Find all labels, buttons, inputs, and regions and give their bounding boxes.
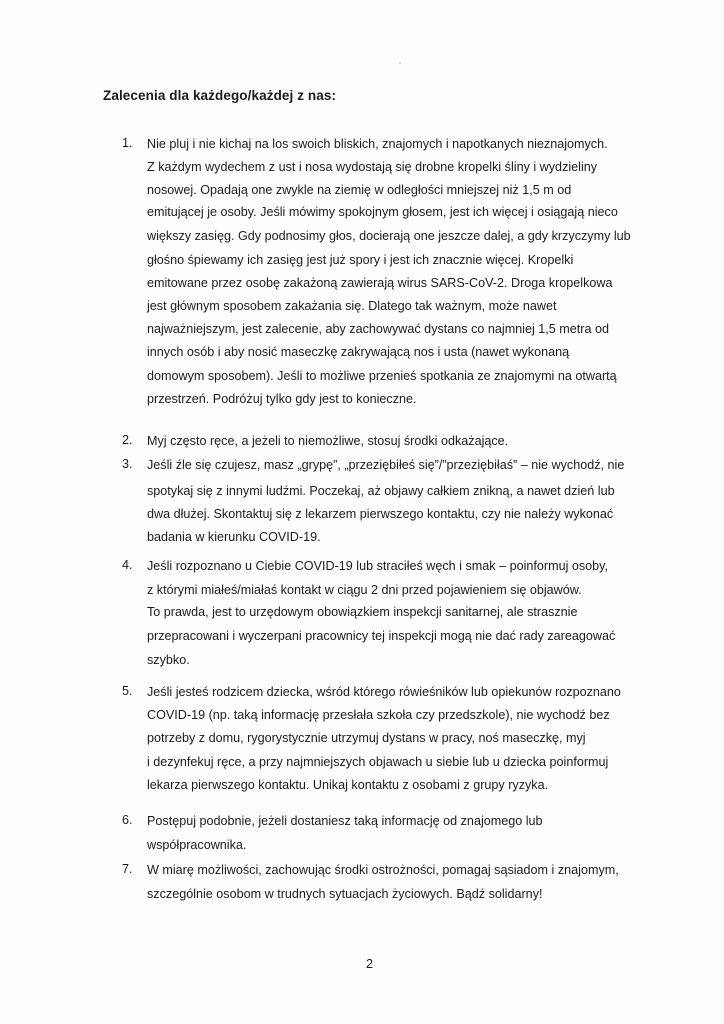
list-item-text-line: nosowej. Opadają one zwykle na ziemię w odległości mniejszej niż 1,5 m od xyxy=(147,183,572,197)
list-item-number: 5. xyxy=(122,684,133,698)
list-item-number: 3. xyxy=(122,457,133,471)
list-item-text-line: szybko. xyxy=(147,653,190,667)
list-item-text-line: innych osób i aby nosić maseczkę zakrywającą nos i usta (nawet wykonaną xyxy=(147,345,570,359)
scan-speck xyxy=(399,62,401,64)
list-item-text-line: przepracowani i wyczerpani pracownicy tej inspekcji mogą nie dać rady zareagować xyxy=(147,629,616,643)
list-item-text-line: większy zasięg. Gdy podnosimy głos, docierają one jeszcze dalej, a gdy krzyczymy lub xyxy=(147,229,631,243)
list-item-number: 2. xyxy=(122,433,133,447)
list-item-number: 6. xyxy=(122,813,133,827)
list-item-text-line: badania w kierunku COVID-19. xyxy=(147,530,321,544)
list-item-text-line: domowym sposobem). Jeśli to możliwe przenieś spotkania ze znajomymi na otwartą xyxy=(147,369,617,383)
list-item-text-line: przestrzeń. Podróżuj tylko gdy jest to konieczne. xyxy=(147,392,417,406)
list-item-text-line: dwa dłużej. Skontaktuj się z lekarzem pierwszego kontaktu, czy nie należy wykonać xyxy=(147,507,614,521)
list-item-text-line: To prawda, jest to urzędowym obowiązkiem inspekcji sanitarnej, ale strasznie xyxy=(147,605,578,619)
list-item-text-line: i dezynfekuj ręce, a przy najmniejszych objawach u siebie lub u dziecka poinformuj xyxy=(147,755,609,769)
list-item-text-line: lekarza pierwszego kontaktu. Unikaj kontaktu z osobami z grupy ryzyka. xyxy=(147,778,549,792)
list-item-text-line: COVID-19 (np. taką informację przesłała szkoła czy przedszkole), nie wychodź bez xyxy=(147,708,610,722)
page-number: 2 xyxy=(366,957,374,971)
list-item-text-line: Jeśli źle się czujesz, masz „grypę”, „przeziębiłeś się”/”przeziębiłaś” – nie wychodź, nie xyxy=(147,458,625,472)
list-item-text-line: W miarę możliwości, zachowując środki ostrożności, pomagaj sąsiadom i znajomym, xyxy=(147,863,619,877)
list-item-text-line: jest głównym sposobem zakażania się. Dlatego tak ważnym, może nawet xyxy=(147,299,557,313)
list-item-text-line: potrzeby z domu, rygorystycznie utrzymuj dystans w pracy, noś maseczkę, myj xyxy=(147,731,586,745)
list-item-text-line: emitującej je osoby. Jeśli mówimy spokojnym głosem, jest ich więcej i osiągają nieco xyxy=(147,205,618,219)
document-heading: Zalecenia dla każdego/każdej z nas: xyxy=(103,88,337,103)
list-item-number: 1. xyxy=(122,136,133,150)
list-item-text-line: spotykaj się z innymi ludźmi. Poczekaj, aż objawy całkiem znikną, a nawet dzień lub xyxy=(147,484,615,498)
list-item-text-line: Z każdym wydechem z ust i nosa wydostają się drobne kropelki śliny i wydzieliny xyxy=(147,160,598,174)
list-item-text-line: z którymi miałeś/miałaś kontakt w ciągu 2 dni przed pojawieniem się objawów. xyxy=(147,583,582,597)
list-item-text-line: Postępuj podobnie, jeżeli dostaniesz taką informację od znajomego lub xyxy=(147,814,543,828)
list-item-text-line: głośno śpiewamy ich zasięg jest już spory i jest ich znacznie więcej. Kropelki xyxy=(147,253,574,267)
list-item-text-line: najważniejszym, jest zalecenie, aby zachowywać dystans co najmniej 1,5 metra od xyxy=(147,322,609,336)
list-item-text-line: Nie pluj i nie kichaj na los swoich bliskich, znajomych i napotkanych nieznajomych. xyxy=(147,137,608,151)
list-item-text-line: Jeśli jesteś rodzicem dziecka, wśród którego rówieśników lub opiekunów rozpoznano xyxy=(147,685,621,699)
list-item-text-line: szczególnie osobom w trudnych sytuacjach życiowych. Bądź solidarny! xyxy=(147,887,543,901)
list-item-text-line: emitowane przez osobę zakażoną zawierają wirus SARS-CoV-2. Droga kropelkowa xyxy=(147,276,613,290)
list-item-text-line: współpracownika. xyxy=(147,838,247,852)
list-item-text-line: Myj często ręce, a jeżeli to niemożliwe, stosuj środki odkażające. xyxy=(147,434,509,448)
list-item-text-line: Jeśli rozpoznano u Ciebie COVID-19 lub straciłeś węch i smak – poinformuj osoby, xyxy=(147,559,609,573)
list-item-number: 4. xyxy=(122,558,133,572)
list-item-number: 7. xyxy=(122,862,133,876)
